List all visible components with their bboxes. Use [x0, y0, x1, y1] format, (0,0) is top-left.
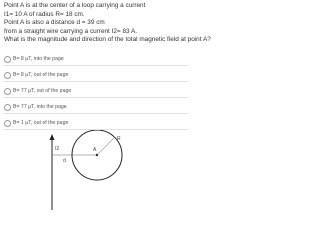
- radio-button[interactable]: [4, 120, 11, 127]
- answer-option-5[interactable]: [3, 119, 188, 130]
- label-r: R: [117, 136, 121, 142]
- question-line: What is the magnitude and direction of the total magnetic field at point A?: [4, 36, 211, 44]
- radio-button[interactable]: [4, 56, 11, 63]
- loop-and-wire-diagram: [0, 130, 200, 210]
- radius-line: [97, 137, 115, 155]
- answer-option-4[interactable]: [3, 103, 188, 114]
- label-a: A: [93, 147, 97, 153]
- figure-diagram: [0, 130, 200, 210]
- current-arrow-icon: [50, 134, 55, 140]
- answer-options: [3, 55, 188, 135]
- answer-option-3[interactable]: [3, 87, 188, 98]
- option-label: B= 8 μT, out of the page: [13, 72, 69, 78]
- question-text: [4, 2, 211, 45]
- question-line: from a straight wire carrying a current I2= 83 A.: [4, 27, 138, 35]
- label-d: d: [63, 158, 66, 164]
- radio-button[interactable]: [4, 88, 11, 95]
- radio-button[interactable]: [4, 104, 11, 111]
- question-line: Point A is also a distance d = 39 cm: [4, 19, 105, 27]
- option-label: B= 1 μT, out of the page: [13, 120, 69, 126]
- radio-button[interactable]: [4, 72, 11, 79]
- option-label: B= 77 μT, out of the page: [13, 88, 72, 94]
- label-i2: I2: [55, 146, 60, 152]
- option-label: B= 8 μT, into the page: [13, 56, 64, 62]
- answer-option-1[interactable]: [3, 55, 188, 66]
- answer-option-2[interactable]: [3, 71, 188, 82]
- question-line: Point A is at the center of a loop carrying a current: [4, 2, 146, 9]
- question-line: I1= 10 A of radius R= 18 cm.: [4, 10, 85, 18]
- option-label: B= 77 μT, into the page: [13, 104, 67, 110]
